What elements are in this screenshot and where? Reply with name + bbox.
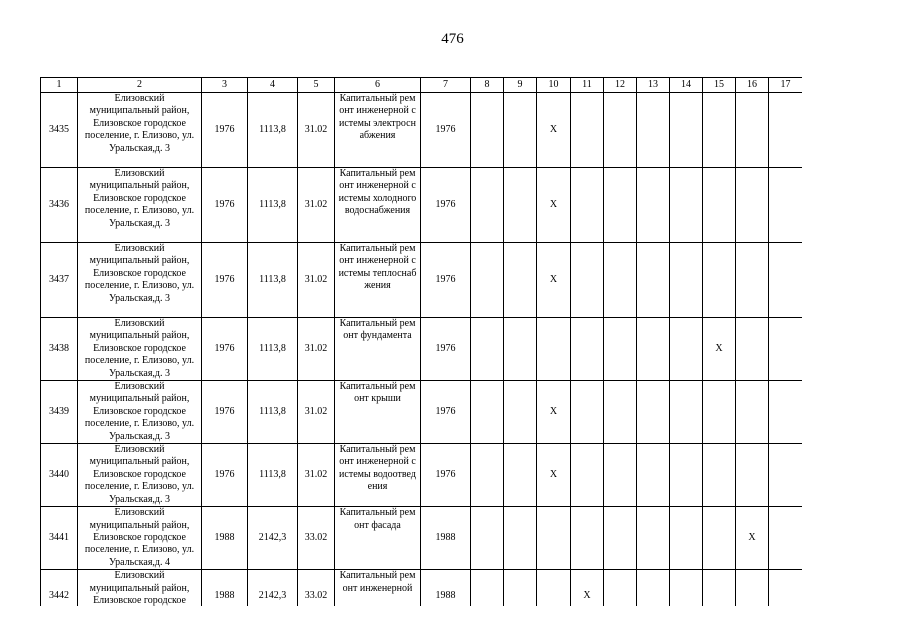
column-header: 17 xyxy=(769,78,803,93)
mark-cell xyxy=(604,381,637,444)
register-table-container xyxy=(40,77,802,606)
plan-year-cell: 1976 xyxy=(421,168,471,243)
table-row xyxy=(41,381,803,444)
year-cell: 1976 xyxy=(202,168,248,243)
plan-year-cell: 1988 xyxy=(421,570,471,606)
table-row xyxy=(41,444,803,507)
table-row xyxy=(41,507,803,570)
table-row xyxy=(41,570,803,606)
column-header: 5 xyxy=(298,78,335,93)
plan-year-cell: 1976 xyxy=(421,444,471,507)
mark-cell xyxy=(703,243,736,318)
plan-year-cell: 1976 xyxy=(421,381,471,444)
row-number-cell: 3437 xyxy=(41,243,78,318)
table-row xyxy=(41,243,803,318)
code-cell: 33.02 xyxy=(298,507,335,570)
mark-cell xyxy=(471,381,504,444)
year-cell: 1976 xyxy=(202,243,248,318)
mark-cell xyxy=(769,507,803,570)
mark-cell xyxy=(504,168,537,243)
year-cell: 1988 xyxy=(202,570,248,606)
column-header: 4 xyxy=(248,78,298,93)
mark-cell xyxy=(703,444,736,507)
column-header: 11 xyxy=(571,78,604,93)
mark-cell: X xyxy=(537,243,571,318)
column-header: 3 xyxy=(202,78,248,93)
mark-cell xyxy=(504,570,537,606)
mark-cell xyxy=(670,168,703,243)
register-table xyxy=(40,77,802,606)
code-cell: 33.02 xyxy=(298,570,335,606)
mark-cell xyxy=(571,318,604,381)
mark-cell xyxy=(736,168,769,243)
mark-cell xyxy=(670,507,703,570)
mark-cell xyxy=(471,444,504,507)
mark-cell xyxy=(571,381,604,444)
mark-cell: X xyxy=(537,381,571,444)
mark-cell xyxy=(571,168,604,243)
mark-cell xyxy=(604,507,637,570)
year-cell: 1988 xyxy=(202,507,248,570)
mark-cell xyxy=(604,318,637,381)
mark-cell xyxy=(504,318,537,381)
mark-cell xyxy=(736,381,769,444)
column-header: 8 xyxy=(471,78,504,93)
area-cell: 1113,8 xyxy=(248,168,298,243)
mark-cell xyxy=(604,243,637,318)
address-cell: Елизовский муниципальный район, Елизовское городское xyxy=(78,570,202,606)
mark-cell xyxy=(637,507,670,570)
work-type-cell: Капитальный ремонт фасада xyxy=(335,507,421,570)
area-cell: 1113,8 xyxy=(248,93,298,168)
area-cell: 2142,3 xyxy=(248,570,298,606)
mark-cell xyxy=(637,93,670,168)
header-row xyxy=(41,78,803,93)
mark-cell xyxy=(670,93,703,168)
mark-cell xyxy=(637,444,670,507)
code-cell: 31.02 xyxy=(298,243,335,318)
table-row xyxy=(41,93,803,168)
mark-cell xyxy=(637,243,670,318)
mark-cell xyxy=(504,381,537,444)
area-cell: 2142,3 xyxy=(248,507,298,570)
mark-cell xyxy=(769,243,803,318)
column-header: 13 xyxy=(637,78,670,93)
mark-cell: X xyxy=(571,570,604,606)
code-cell: 31.02 xyxy=(298,93,335,168)
mark-cell xyxy=(736,570,769,606)
mark-cell xyxy=(736,243,769,318)
column-header: 10 xyxy=(537,78,571,93)
plan-year-cell: 1976 xyxy=(421,93,471,168)
address-cell: Елизовский муниципальный район, Елизовское городское поселение, г. Елизово, ул. Уральская,д. 4 xyxy=(78,507,202,570)
code-cell: 31.02 xyxy=(298,381,335,444)
mark-cell xyxy=(571,93,604,168)
year-cell: 1976 xyxy=(202,444,248,507)
mark-cell xyxy=(736,444,769,507)
mark-cell xyxy=(571,444,604,507)
mark-cell xyxy=(637,381,670,444)
mark-cell xyxy=(769,93,803,168)
mark-cell xyxy=(670,381,703,444)
address-cell: Елизовский муниципальный район, Елизовское городское поселение, г. Елизово, ул. Уральская,д. 3 xyxy=(78,381,202,444)
mark-cell xyxy=(703,93,736,168)
mark-cell xyxy=(670,318,703,381)
address-cell: Елизовский муниципальный район, Елизовское городское поселение, г. Елизово, ул. Уральская,д. 3 xyxy=(78,444,202,507)
mark-cell xyxy=(736,318,769,381)
row-number-cell: 3442 xyxy=(41,570,78,606)
mark-cell xyxy=(604,444,637,507)
table-row xyxy=(41,318,803,381)
address-cell: Елизовский муниципальный район, Елизовское городское поселение, г. Елизово, ул. Уральская,д. 3 xyxy=(78,318,202,381)
plan-year-cell: 1976 xyxy=(421,318,471,381)
column-header: 9 xyxy=(504,78,537,93)
code-cell: 31.02 xyxy=(298,168,335,243)
code-cell: 31.02 xyxy=(298,318,335,381)
column-header: 15 xyxy=(703,78,736,93)
mark-cell xyxy=(703,570,736,606)
mark-cell xyxy=(471,93,504,168)
year-cell: 1976 xyxy=(202,318,248,381)
address-cell: Елизовский муниципальный район, Елизовское городское поселение, г. Елизово, ул. Уральская,д. 3 xyxy=(78,243,202,318)
mark-cell xyxy=(637,168,670,243)
area-cell: 1113,8 xyxy=(248,381,298,444)
mark-cell xyxy=(504,507,537,570)
column-header: 14 xyxy=(670,78,703,93)
year-cell: 1976 xyxy=(202,93,248,168)
column-header: 1 xyxy=(41,78,78,93)
mark-cell xyxy=(769,168,803,243)
mark-cell xyxy=(471,507,504,570)
mark-cell xyxy=(703,381,736,444)
work-type-cell: Капитальный ремонт инженерной системы водоотведения xyxy=(335,444,421,507)
row-number-cell: 3440 xyxy=(41,444,78,507)
mark-cell xyxy=(504,243,537,318)
column-header: 16 xyxy=(736,78,769,93)
mark-cell xyxy=(604,570,637,606)
row-number-cell: 3441 xyxy=(41,507,78,570)
mark-cell xyxy=(637,318,670,381)
work-type-cell: Капитальный ремонт крыши xyxy=(335,381,421,444)
mark-cell xyxy=(769,444,803,507)
column-header: 2 xyxy=(78,78,202,93)
year-cell: 1976 xyxy=(202,381,248,444)
column-header: 6 xyxy=(335,78,421,93)
mark-cell xyxy=(504,444,537,507)
area-cell: 1113,8 xyxy=(248,318,298,381)
column-header: 12 xyxy=(604,78,637,93)
code-cell: 31.02 xyxy=(298,444,335,507)
row-number-cell: 3435 xyxy=(41,93,78,168)
mark-cell xyxy=(604,168,637,243)
mark-cell xyxy=(571,243,604,318)
row-number-cell: 3436 xyxy=(41,168,78,243)
mark-cell xyxy=(769,318,803,381)
mark-cell xyxy=(604,93,637,168)
area-cell: 1113,8 xyxy=(248,243,298,318)
mark-cell xyxy=(471,243,504,318)
page-number: 476 xyxy=(441,31,464,47)
mark-cell xyxy=(537,570,571,606)
mark-cell xyxy=(637,570,670,606)
work-type-cell: Капитальный ремонт инженерной xyxy=(335,570,421,606)
mark-cell xyxy=(670,444,703,507)
mark-cell: X xyxy=(537,168,571,243)
work-type-cell: Капитальный ремонт фундамента xyxy=(335,318,421,381)
plan-year-cell: 1976 xyxy=(421,243,471,318)
mark-cell xyxy=(471,570,504,606)
table-row xyxy=(41,168,803,243)
work-type-cell: Капитальный ремонт инженерной системы теплоснабжения xyxy=(335,243,421,318)
column-header: 7 xyxy=(421,78,471,93)
mark-cell: X xyxy=(703,318,736,381)
work-type-cell: Капитальный ремонт инженерной системы электроснабжения xyxy=(335,93,421,168)
work-type-cell: Капитальный ремонт инженерной системы холодного водоснабжения xyxy=(335,168,421,243)
mark-cell xyxy=(670,243,703,318)
address-cell: Елизовский муниципальный район, Елизовское городское поселение, г. Елизово, ул. Уральская,д. 3 xyxy=(78,168,202,243)
mark-cell: X xyxy=(537,93,571,168)
mark-cell: X xyxy=(537,444,571,507)
plan-year-cell: 1988 xyxy=(421,507,471,570)
mark-cell xyxy=(736,93,769,168)
row-number-cell: 3438 xyxy=(41,318,78,381)
mark-cell: X xyxy=(736,507,769,570)
area-cell: 1113,8 xyxy=(248,444,298,507)
mark-cell xyxy=(769,381,803,444)
address-cell: Елизовский муниципальный район, Елизовское городское поселение, г. Елизово, ул. Уральская,д. 3 xyxy=(78,93,202,168)
mark-cell xyxy=(769,570,803,606)
mark-cell xyxy=(537,507,571,570)
mark-cell xyxy=(537,318,571,381)
mark-cell xyxy=(471,168,504,243)
mark-cell xyxy=(703,507,736,570)
mark-cell xyxy=(504,93,537,168)
mark-cell xyxy=(703,168,736,243)
table-body xyxy=(41,93,803,607)
mark-cell xyxy=(670,570,703,606)
mark-cell xyxy=(471,318,504,381)
row-number-cell: 3439 xyxy=(41,381,78,444)
mark-cell xyxy=(571,507,604,570)
